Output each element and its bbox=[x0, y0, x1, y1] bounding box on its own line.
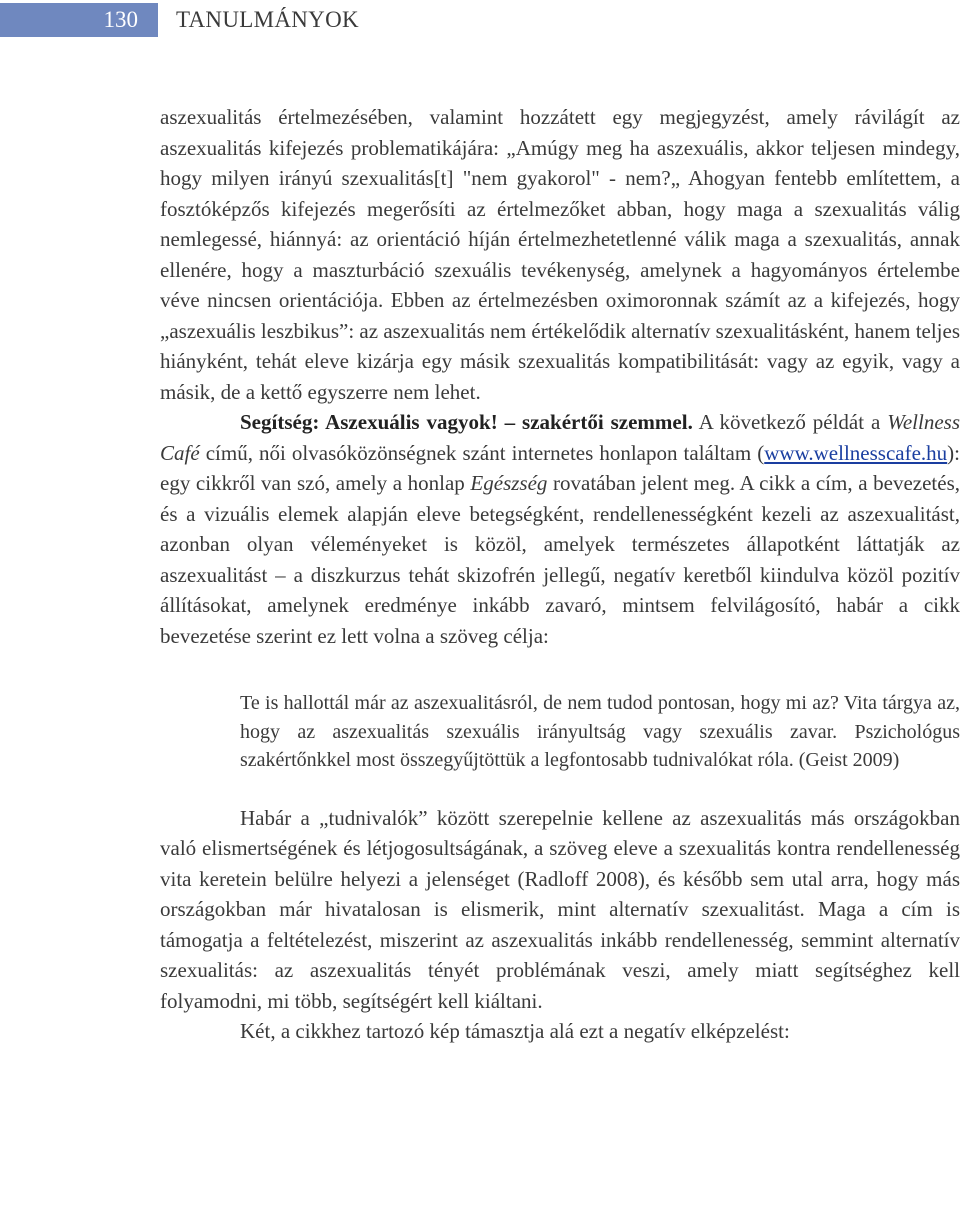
paragraph-2-text-c: ): egy cikkről van szó, amely a honlap bbox=[160, 440, 960, 495]
section-heading: Segítség: Aszexuális vagyok! – szakértői szemmel. bbox=[240, 410, 693, 434]
section-name: Egészség bbox=[470, 471, 548, 495]
running-head: TANULMÁNYOK bbox=[176, 7, 359, 32]
page-number: 130 bbox=[0, 3, 158, 37]
paragraph-3: Habár a „tudnivalók” között szerepelnie kellene az aszexualitás más országokban való elismertségének és létjogosultságának, a szöveg eleve a szexualitás kontra rendellenesség vita keretein belülre helyezi a jelenséget (Radloff 2008), és később sem utal arra, hogy más országokban már hivatalosan is elismerik, mint alternatív szexualitást. Maga a cím is támogatja a feltételezést, miszerint az aszexualitás inkább rendellenesség, semmint alternatív szexualitás: az aszexualitás tényét problémának veszi, amely miatt segítséghez kell folyamodni, mi több, segítségért kell kiáltani. bbox=[160, 805, 960, 1013]
paragraph-2 bbox=[160, 407, 960, 651]
block-quote: Te is hallottál már az aszexualitásról, de nem tudod pontosan, hogy mi az? Vita tárgya az, hogy az aszexualitás szexuális irányultság vagy szexuális zavar. Pszichológus szakértőnkkel most összegyűjtöttük a legfontosabb tudnivalókat róla. (Geist 2009) bbox=[240, 692, 960, 771]
paragraph-1: aszexualitás értelmezésében, valamint hozzátett egy megjegyzést, amely rávilágít az aszexualitás kifejezés problematikájára: „Amúgy meg ha aszexuális, akkor teljesen mindegy, hogy milyen irányú szexualitás[t] "nem gyakorol" - nem?„ Ahogyan fentebb említettem, a fosztóképzős kifejezés megerősíti az értelmezőket abban, hogy maga a szexualitás válig nemlegessé, hiánnyá: az orientáció híján értelmezhetetlenné válik maga a szexualitás, annak ellenére, hogy a maszturbáció szexuális tevékenység, amelynek a hagyományos értelembe véve nincsen orientációja. Ebben az értelmezésben oximoronnak számít az a kifejezés, hogy „aszexuális leszbikus”: az aszexualitás nem értékelődik alternatív szexualitásként, hanem teljes hiányként, tehát eleve kizárja egy másik szexualitás kompatibilitását: vagy az egyik, vagy a másik, de a kettő egyszerre nem lehet. bbox=[160, 105, 960, 404]
paragraph-2-text-a: A következő példát a bbox=[692, 410, 888, 434]
page-header bbox=[0, 0, 960, 40]
paragraph-2-text-d: rovatában jelent meg. A cikk a cím, a bevezetés, és a vizuális elemek alapján eleve betegségként, rendellenességként kezeli az aszexualitást, azonban olyan véleményeket is közöl, amelyek természetes állapotként láttatják az aszexualitást – a diszkurzus tehát skizofrén jellegű, negatív keretből kiindulva közöl pozitív állításokat, amelynek eredménye inkább zavaró, mintsem felvilágosító, habár a cikk bevezetése szerint ez lett volna a szöveg célja: bbox=[160, 471, 960, 648]
site-name: Wellness Café bbox=[160, 410, 960, 465]
paragraph-2-text-b: című, női olvasóközönségnek szánt internetes honlapon találtam ( bbox=[199, 440, 765, 465]
article-body bbox=[160, 102, 960, 1047]
paragraph-4: Két, a cikkhez tartozó kép támasztja alá ezt a negatív elképzelést: bbox=[240, 1019, 790, 1043]
website-link[interactable]: www.wellnesscafe.hu bbox=[764, 440, 948, 465]
